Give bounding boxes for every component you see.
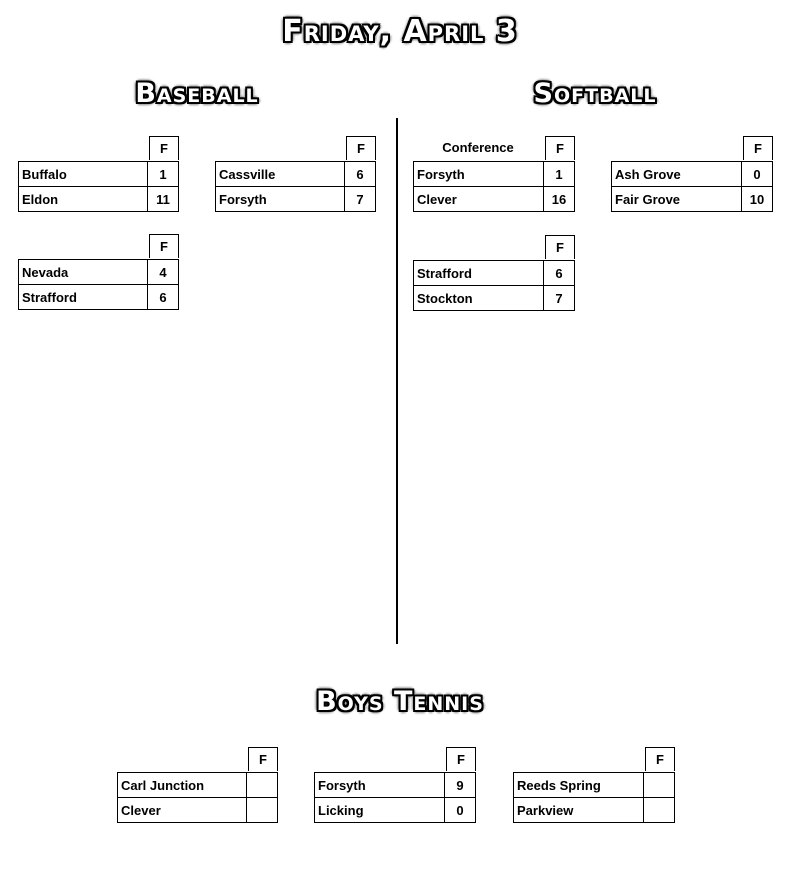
team-row bbox=[118, 773, 278, 798]
team-name: Strafford bbox=[19, 285, 148, 310]
team-name: Eldon bbox=[19, 187, 148, 212]
team-name: Ash Grove bbox=[612, 162, 742, 187]
team-score bbox=[247, 773, 278, 798]
team-name: Carl Junction bbox=[118, 773, 247, 798]
final-header: F bbox=[149, 234, 179, 258]
team-row bbox=[19, 187, 179, 212]
team-row bbox=[315, 773, 476, 798]
team-row bbox=[414, 187, 575, 212]
team-name: Clever bbox=[414, 187, 544, 212]
team-row bbox=[19, 260, 179, 285]
team-score: 7 bbox=[345, 187, 376, 212]
final-header: F bbox=[149, 136, 179, 160]
baseball-game-2 bbox=[215, 136, 376, 212]
team-score: 6 bbox=[345, 162, 376, 187]
team-score: 0 bbox=[742, 162, 773, 187]
team-score: 11 bbox=[148, 187, 179, 212]
team-row bbox=[514, 798, 675, 823]
team-name: Reeds Spring bbox=[514, 773, 644, 798]
team-row bbox=[19, 285, 179, 310]
team-score: 9 bbox=[445, 773, 476, 798]
team-row bbox=[612, 162, 773, 187]
softball-game-3 bbox=[413, 235, 575, 311]
final-header: F bbox=[446, 747, 476, 771]
team-score: 16 bbox=[544, 187, 575, 212]
team-row bbox=[414, 162, 575, 187]
baseball-game-1 bbox=[18, 136, 179, 212]
team-name: Buffalo bbox=[19, 162, 148, 187]
team-name: Stockton bbox=[414, 286, 544, 311]
team-score: 1 bbox=[148, 162, 179, 187]
final-header: F bbox=[346, 136, 376, 160]
team-name: Forsyth bbox=[414, 162, 544, 187]
team-name: Forsyth bbox=[315, 773, 445, 798]
team-score bbox=[644, 798, 675, 823]
tennis-match-3 bbox=[513, 747, 675, 823]
team-name: Parkview bbox=[514, 798, 644, 823]
conference-label: Conference bbox=[442, 140, 514, 155]
team-row bbox=[414, 261, 575, 286]
baseball-section-title: Baseball bbox=[135, 78, 259, 109]
team-name: Forsyth bbox=[216, 187, 345, 212]
final-header: F bbox=[743, 136, 773, 160]
team-row bbox=[514, 773, 675, 798]
team-name: Strafford bbox=[414, 261, 544, 286]
softball-game-2 bbox=[611, 136, 773, 212]
final-header: F bbox=[645, 747, 675, 771]
page-title: Friday, April 3 bbox=[282, 14, 518, 49]
team-score: 6 bbox=[148, 285, 179, 310]
team-row bbox=[414, 286, 575, 311]
softball-game-1 bbox=[413, 136, 575, 212]
section-divider bbox=[396, 118, 398, 644]
team-row bbox=[118, 798, 278, 823]
team-score: 7 bbox=[544, 286, 575, 311]
team-score bbox=[247, 798, 278, 823]
team-score: 10 bbox=[742, 187, 773, 212]
team-score: 1 bbox=[544, 162, 575, 187]
final-header: F bbox=[248, 747, 278, 771]
team-name: Clever bbox=[118, 798, 247, 823]
team-score bbox=[644, 773, 675, 798]
team-row bbox=[216, 162, 376, 187]
team-row bbox=[216, 187, 376, 212]
team-name: Licking bbox=[315, 798, 445, 823]
final-header: F bbox=[545, 235, 575, 259]
tennis-section-title: Boys Tennis bbox=[316, 686, 484, 717]
baseball-game-3 bbox=[18, 234, 179, 310]
tennis-match-1 bbox=[117, 747, 278, 823]
tennis-match-2 bbox=[314, 747, 476, 823]
team-score: 0 bbox=[445, 798, 476, 823]
team-score: 6 bbox=[544, 261, 575, 286]
team-row bbox=[315, 798, 476, 823]
team-name: Nevada bbox=[19, 260, 148, 285]
team-row bbox=[612, 187, 773, 212]
team-name: Cassville bbox=[216, 162, 345, 187]
team-name: Fair Grove bbox=[612, 187, 742, 212]
softball-section-title: Softball bbox=[533, 78, 657, 109]
final-header: F bbox=[545, 136, 575, 160]
team-score: 4 bbox=[148, 260, 179, 285]
team-row bbox=[19, 162, 179, 187]
